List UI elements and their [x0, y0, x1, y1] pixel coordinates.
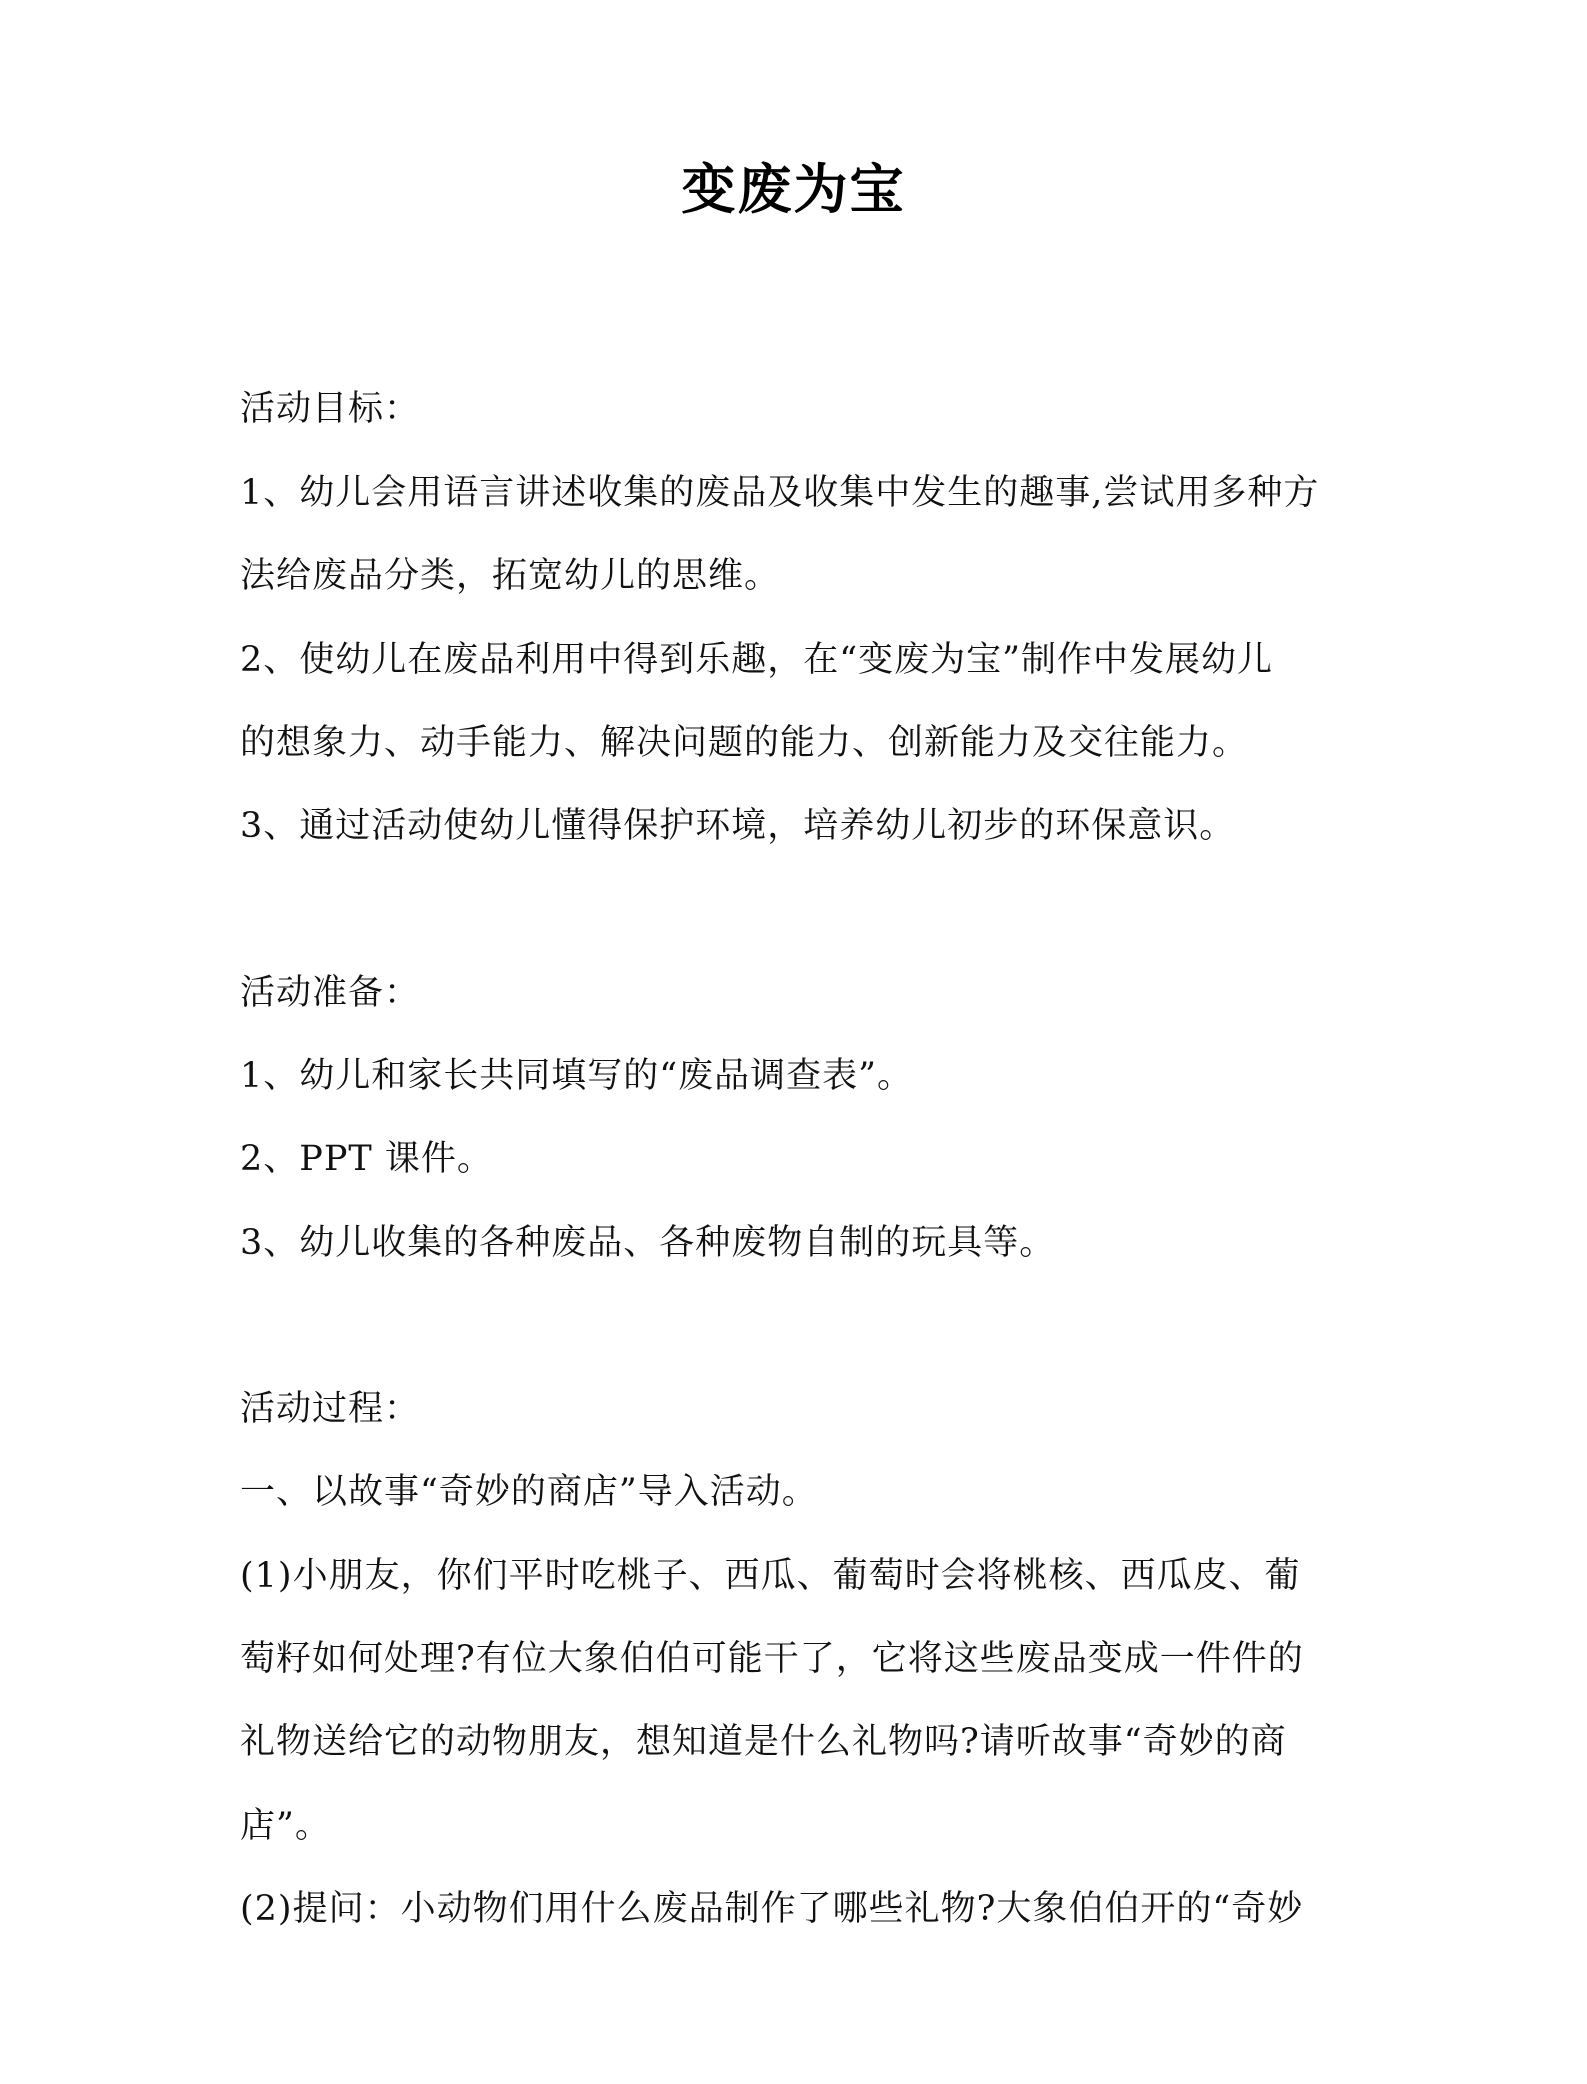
section-heading-goals: 活动目标：: [240, 389, 421, 429]
paragraph-line: 萄籽如何处理?有位大象伯伯可能干了，它将这些废品变成一件件的: [240, 1639, 1304, 1679]
paragraph-line: 3、幼儿收集的各种废品、各种废物自制的玩具等。: [240, 1223, 1056, 1263]
section-heading-process: 活动过程：: [240, 1389, 421, 1429]
paragraph-line: 法给废品分类，拓宽幼儿的思维。: [240, 556, 781, 596]
document-title: 变废为宝: [681, 158, 906, 221]
paragraph-line: 1、幼儿和家长共同填写的“废品调查表”。: [240, 1056, 914, 1096]
paragraph-line: (1)小朋友，你们平时吃桃子、西瓜、葡萄时会将桃核、西瓜皮、葡: [240, 1556, 1301, 1596]
paragraph-line: 一、以故事“奇妙的商店”导入活动。: [240, 1472, 818, 1512]
paragraph-line: (2)提问：小动物们用什么废品制作了哪些礼物?大象伯伯开的“奇妙: [240, 1889, 1304, 1929]
paragraph-line: 店”。: [240, 1806, 331, 1846]
paragraph-line: 3、通过活动使幼儿懂得保护环境，培养幼儿初步的环保意识。: [240, 806, 1236, 846]
paragraph-line: 1、幼儿会用语言讲述收集的废品及收集中发生的趣事,尝试用多种方: [240, 473, 1320, 513]
section-heading-preparation: 活动准备：: [240, 973, 421, 1013]
paragraph-line: 礼物送给它的动物朋友，想知道是什么礼物吗?请听故事“奇妙的商: [240, 1722, 1287, 1762]
paragraph-line: 的想象力、动手能力、解决问题的能力、创新能力及交往能力。: [240, 723, 1249, 763]
paragraph-line: 2、使幼儿在废品利用中得到乐趣，在“变废为宝”制作中发展幼儿: [240, 640, 1274, 680]
paragraph-line: 2、PPT 课件。: [240, 1139, 493, 1179]
